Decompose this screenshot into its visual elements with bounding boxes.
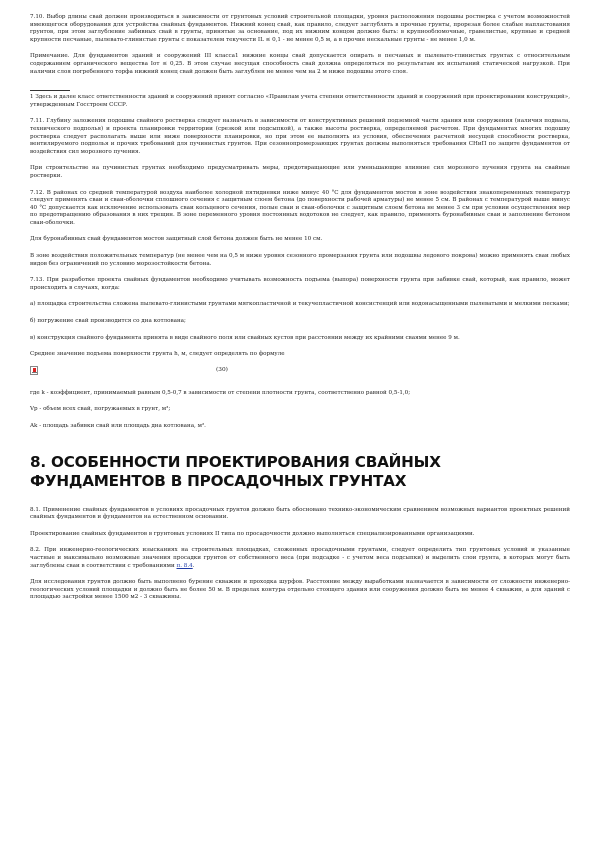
footnote-divider [30, 90, 70, 91]
heading-line-2: ФУНДАМЕНТОВ В ПРОСАДОЧНЫХ ГРУНТАХ [30, 471, 407, 490]
paragraph-8-1: 8.1. Применение свайных фундаментов в условиях просадочных грунтов должно быть обосновано технико-экономическим сравнением возможных вариантов проектных решений свайных фундаментов и фундаментов на естественном основании. [30, 506, 570, 521]
paragraph-8-2 [30, 547, 570, 570]
paragraph-type-ii: Проектирование свайных фундаментов в грунтовых условиях II типа по просадочности должно выполняться специализированными организациями. [30, 530, 475, 537]
list-item-c: в) конструкция свайного фундамента принята в виде свайного поля или свайных кустов при расстоянии между их крайними сваями менее 9 м. [30, 334, 460, 341]
paragraph-7-12: 7.12. В районах со средней температурой воздуха наиболее холодной пятидневки ниже минус 40 °С для фундаментов мостов в зоне воздействия знакопеременных температур следует применять сваи и сваи-оболочки сплошного сечения с защитным слоем бетона (до поверхности рабочей арматуры) не менее 5 см. В районах с температурой выше минус 40 °С допускается как исключение использовать сваи кольцевого сечения, полые сваи и сваи-оболочки с защитным слоем бетона не менее 3 см при условии осуществления мер по предотвращению образования в них трещин. В зоне переменного уровня постоянных водотоков не следует, как правило, применять буронабивные сваи и заполнение бетоном сваи-оболочки. [30, 189, 570, 226]
formula-number: (30) [216, 366, 228, 373]
list-item-a: а) площадка строительства сложена пылевато-глинистыми грунтами мягкопластичной и текучепластичной консистенций или водонасыщенными пылеватыми и мелкими песками; [30, 301, 570, 308]
formula-legend-ak: Ak - площадь забивки свай или площадь дна котлована, м². [30, 423, 206, 429]
section-8-heading [30, 453, 570, 491]
paragraph-boreholes: Для исследования грунтов должно быть выполнено бурение скважин и проходка шурфов. Расстояние между выработками назначается в зависимости от сложности инженерно-геологических условий площадки и должно быть не более 50 м. В пределах контура отдельно стоящего здания или сооружения должно быть не менее 4 скважин, а для зданий с площадью застройки менее 1500 м2 - 3 скважины. [30, 579, 570, 601]
formula-intro: Среднее значение подъема поверхности грунта h, м, следует определять по формуле [30, 351, 285, 358]
broken-image-icon [30, 366, 38, 375]
paragraph-positive-temp: В зоне воздействия положительных температур (не менее чем на 0,5 м ниже уровня сезонного промерзания грунта или подошвы ледового покрова) можно применять сваи любых видов без ограничений по условию морозостойкости бетона. [30, 253, 570, 267]
list-item-b: б) погружение свай производится со дна котлована; [30, 318, 186, 325]
paragraph-7-11: 7.11. Глубину заложения подошвы свайного ростверка следует назначать в зависимости от конструктивных решений подземной части здания или сооружения (наличия подвала, технического подполья) и проекта планировки территории (срезкой или подсыпкой), а также высоты ростверка, определяемой расчетом. При фундаментах многих подошву ростверка следует располагать выше или ниже поверхности планировки, но при этом ее выполнять из условия, обеспечения расчетной несущей способности ростверка, вентилируемого подполья и прочих требований для пучинистых грунтов. При сезоннопромерзающих грунтах должны выполняться требования СНиП по защите фундаментов от воздействия сил морозного пучения. [30, 118, 570, 155]
formula-legend-k: где k - коэффициент, принимаемый равным 0,5-0,7 в зависимости от степени плотности грунта, соответственно равной 0,5-1,0; [30, 389, 411, 396]
document-page [30, 14, 570, 611]
paragraph-7-10: 7.10. Выбор длины свай должен производиться в зависимости от грунтовых условий строительной площадки, уровня расположения подошвы ростверка с учетом возможностей имеющегося оборудования для устройства свайных фундаментов. Нижний конец свай, как правило, следует заглублять в прочные грунты, прорезая более слабые напластования грунтов, при этом заглубление забивных свай в грунты, принятые за основание, под их нижним концом должно быть: в крупнообломочные, гравелистые, крупные и средней крупности песчаные, пылевато-глинистые грунты с показателем текучести IL ≤ 0,1 - не менее 0,5 м, а в прочие нескальные грунты - не менее 1,0 м. [30, 14, 570, 43]
clause-8-4-link[interactable]: п. 8.4 [176, 562, 193, 569]
paragraph-7-13: 7.13. При разработке проекта свайных фундаментов необходимо учитывать возможность подъема (выпора) поверхности грунта при забивке свай, который, как правило, может происходить в случаях, когда: [30, 277, 570, 291]
paragraph-heaving: При строительстве на пучинистых грунтах необходимо предусматривать меры, предотвращающие или уменьшающие влияние сил морозного пучения грунта на свайные ростверки. [30, 165, 570, 179]
heading-line-1: 8. ОСОБЕННОСТИ ПРОЕКТИРОВАНИЯ СВАЙНЫХ [30, 452, 441, 471]
footnote: 1 Здесь и далее класс ответственности зданий и сооружений принят согласно «Правилам учета степени ответственности зданий и сооружений при проектировании конструкций», утвержденным Госстроем СССР. [30, 94, 570, 108]
paragraph-8-2-end: . [192, 562, 195, 569]
formula-row [30, 366, 570, 382]
note-paragraph: Примечание. Для фундаментов зданий и сооружений III класса1 нижние концы свай допускается опирать в песчаных и пылевато-глинистых грунтах с относительным содержанием органического вещества Iот ≤ 0,25. В этом случае несущая способность свай должна определяться по результатам их испытаний статической нагрузкой. При наличии слоя погребенного торфа нижний конец свай должен быть заглублен не менее чем на 2 м ниже подошвы этого слоя. [30, 53, 570, 75]
paragraph-8-2-text: 8.2. При инженерно-геологических изысканиях на строительных площадках, сложенных просадочными грунтами, следует определить тип грунтовых условий и указанные частные и максимально возможные значения просадки грунтов от собственного веса (при подсадке - с учетом веса подсыпки) и выделить слои грунта, в которых могут быть заглублены сваи в соответствии с требованиями [30, 547, 570, 569]
paragraph-bored-piles: Для буронабивных свай фундаментов мостов защитный слой бетона должен быть не менее 10 см. [30, 236, 323, 243]
formula-legend-vp: Vp - объем всех свай, погружаемых в грунт, м³; [30, 406, 171, 413]
